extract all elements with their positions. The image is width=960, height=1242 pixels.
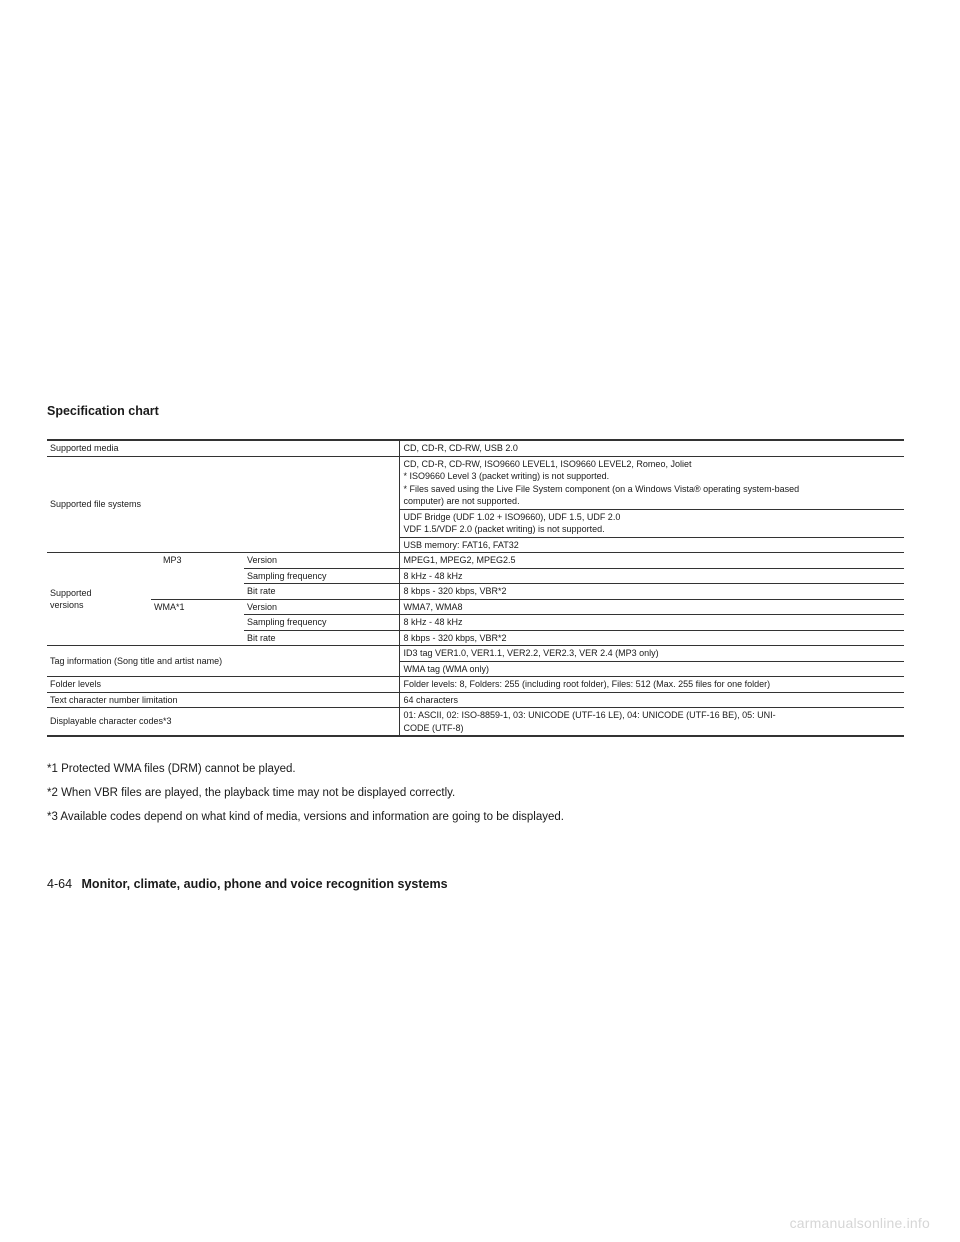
row-supported-media — [47, 440, 904, 456]
format-wma: WMA*1 — [151, 599, 244, 646]
attr-wma-sampling: Sampling frequency — [244, 615, 399, 631]
page-number: 4-64 — [47, 877, 73, 891]
row-tag-info-1 — [47, 646, 904, 662]
value-mp3-version: MPEG1, MPEG2, MPEG2.5 — [399, 553, 904, 569]
label-text-limit: Text character number limitation — [47, 692, 399, 708]
versions-label-line-2: versions — [50, 600, 84, 610]
watermark: carmanualsonline.info — [789, 1215, 930, 1231]
label-file-systems: Supported file systems — [47, 456, 399, 553]
value-char-codes — [399, 708, 904, 737]
char-codes-line-2: CODE (UTF-8) — [403, 722, 464, 733]
value-tag-id3: ID3 tag VER1.0, VER1.1, VER2.2, VER2.3, VER 2.4 (MP3 only) — [399, 646, 904, 662]
value-folder-levels: Folder levels: 8, Folders: 255 (including root folder), Files: 512 (Max. 255 files for one folder) — [399, 677, 904, 693]
row-text-limit — [47, 692, 904, 708]
chapter-title: Monitor, climate, audio, phone and voice recognition systems — [81, 877, 448, 891]
value-mp3-sampling: 8 kHz - 48 kHz — [399, 568, 904, 584]
format-mp3: MP3 — [151, 553, 244, 600]
char-codes-line-1: 01: ASCII, 02: ISO-8859-1, 03: UNICODE (UTF-16 LE), 04: UNICODE (UTF-16 BE), 05: UNI- — [403, 710, 776, 720]
label-tag-info: Tag information (Song title and artist name) — [47, 646, 399, 677]
footnote-1: *1 Protected WMA files (DRM) cannot be played. — [47, 763, 296, 775]
footnote-3: *3 Available codes depend on what kind of media, versions and information are going to be displayed. — [47, 811, 564, 823]
row-file-systems-1 — [47, 456, 904, 509]
fs-udf-line-1: UDF Bridge (UDF 1.02 + ISO9660), UDF 1.5, UDF 2.0 — [403, 511, 621, 522]
fs-cd-line-1: CD, CD-R, CD-RW, ISO9660 LEVEL1, ISO9660 LEVEL2, Romeo, Joliet — [403, 458, 692, 469]
versions-label-line-1: Supported — [50, 587, 92, 598]
fs-cd-line-3: * Files saved using the Live File System component (on a Windows Vista® operating system-based — [403, 483, 800, 494]
label-supported-versions — [47, 553, 151, 646]
attr-mp3-bitrate: Bit rate — [244, 584, 399, 600]
specification-table — [47, 439, 904, 737]
value-file-systems-cd — [399, 456, 904, 509]
fs-cd-line-4: computer) are not supported. — [403, 496, 520, 506]
footnote-2: *2 When VBR files are played, the playback time may not be displayed correctly. — [47, 787, 456, 799]
value-wma-sampling: 8 kHz - 48 kHz — [399, 615, 904, 631]
value-tag-wma: WMA tag (WMA only) — [399, 661, 904, 677]
fs-cd-line-2: * ISO9660 Level 3 (packet writing) is not supported. — [403, 471, 610, 481]
attr-mp3-version: Version — [244, 553, 399, 569]
attr-wma-bitrate: Bit rate — [244, 630, 399, 646]
fs-udf-line-2: VDF 1.5/VDF 2.0 (packet writing) is not supported. — [403, 524, 605, 534]
page-footer — [47, 877, 448, 891]
value-file-systems-usb: USB memory: FAT16, FAT32 — [399, 537, 904, 553]
label-char-codes: Displayable character codes*3 — [47, 708, 399, 737]
value-mp3-bitrate: 8 kbps - 320 kbps, VBR*2 — [399, 584, 904, 600]
label-folder-levels: Folder levels — [47, 677, 399, 693]
row-mp3-version — [47, 553, 904, 569]
row-char-codes — [47, 708, 904, 737]
row-wma-version — [47, 599, 904, 615]
attr-wma-version: Version — [244, 599, 399, 615]
row-folder-levels — [47, 677, 904, 693]
label-supported-media: Supported media — [47, 440, 399, 456]
value-text-limit: 64 characters — [399, 692, 904, 708]
value-wma-version: WMA7, WMA8 — [399, 599, 904, 615]
attr-mp3-sampling: Sampling frequency — [244, 568, 399, 584]
value-wma-bitrate: 8 kbps - 320 kbps, VBR*2 — [399, 630, 904, 646]
value-supported-media: CD, CD-R, CD-RW, USB 2.0 — [399, 440, 904, 456]
section-title: Specification chart — [47, 404, 159, 418]
value-file-systems-udf — [399, 509, 904, 537]
